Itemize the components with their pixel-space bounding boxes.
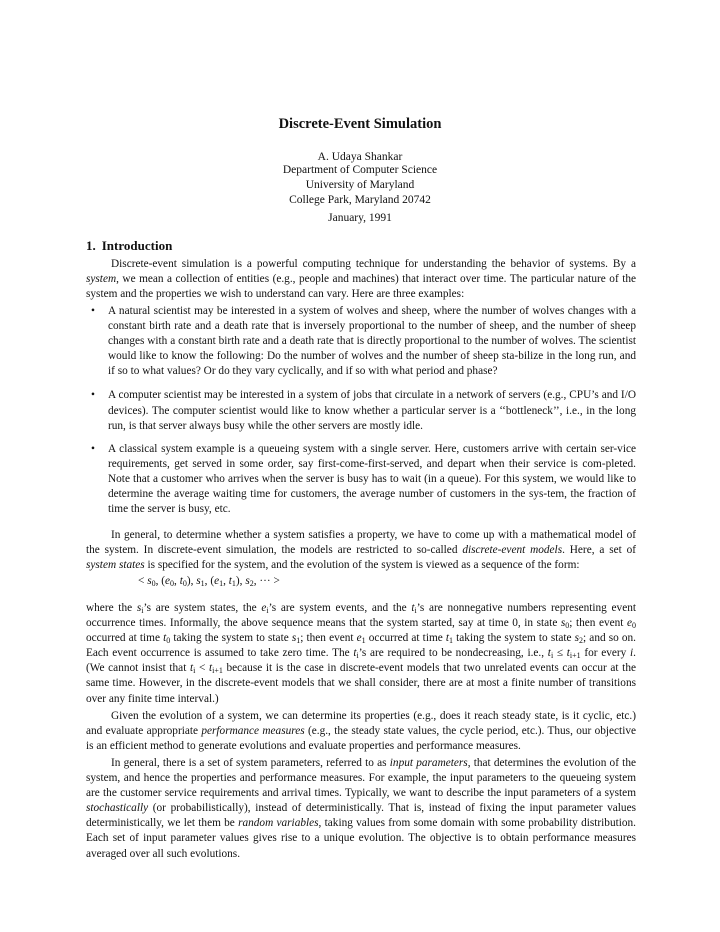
bullet-list [86,304,636,517]
affiliation-1: Department of Computer Science [282,164,438,176]
list-item: • A natural scientist may be interested in a system of wolves and sheep, where the number of wolves changes with a constant birth rate and a death rate that is inversely proportional to the number of sheep, and the number of sheep changes with a constant birth rate and a death rate that is directly proportional to the number of wolves. The scientist would like to know the following: Do the number of wolves and the number of sheep sta-bilize in the long run, and if so to what values? Or do they vary cyclically, and if so with what period and phase? [91,305,636,378]
paragraph-1: Discrete-event simulation is a powerful computing technique for understanding the behavior of systems. By a system, we mean a collection of entities (e.g., people and machines) that interact over time. The particular nature of the system and the properties we wish to understand can vary. Here are three examples: [86,258,636,301]
section-title: Introduction [101,238,173,253]
author: A. Udaya Shankar [317,151,403,163]
date: January, 1991 [328,212,392,224]
sequence-formula: < $s_0$, ($e_0$, $t_0$), $s_1$, ($e_1$, $t_1$), $s_2$, ··· > [138,575,280,588]
section-heading [86,238,172,254]
paragraph-4: Given the evolution of a system, we can determine its properties (e.g., does it reach steady state, is it cyclic, etc.) and evaluate appropriate performance measures (e.g., the steady state values, the cycle period, etc.). Thus, our objective is an efficient method to generate evolutions and evaluate properties and performance measures. [86,710,637,753]
bullet-icon: • [91,389,95,402]
bullet-icon: • [91,305,95,317]
list-item: • A classical system example is a queueing system with a single server. Here, customers arrive with certain ser-vice requirements, get served in some order, say first-come-first-served, and depart when their service is com-pleted. Note that a customer who arrives when the server is busy has to wait (in a queue). For this system, we would like to determine the average waiting time for customers, the average number of customers in the sys-tem, the fraction of time the server is busy, etc. [91,442,636,516]
paragraph-2: In general, to determine whether a system satisfies a property, we have to come up with a mathematical model of the system. In discrete-event simulation, the models are restricted to so-called discrete-event models. Here, a set of system states is specified for the system, and the evolution of the system is viewed as a sequence of the form: [86,529,637,572]
bullet-icon: • [91,442,95,455]
paragraph-3: where the $s_i’s$ are system states, the $e_i’s$ are system events, and the $t_i’s$ are nonnegative numbers representing event occurrence times. Informally, the above sequence means that the system started, say at time 0, in state $s_0$; then event $e_0$ occurred at time $t_0$ taking the system to state $s_1$; then event $e_1$ occurred at time $t_1$ taking the system to state $s_2$; and so on. Each event occurrence is assumed to take zero time. The $t_i’s$ are required to be nondecreasing, i.e., $t_i \le t_{i+1}$ for every i. (We cannot insist that $t_i < t_{i+1}$ because it is the case in discrete-event models that two unrelated events can occur at the same time. However, in the discrete-event models that we shall consider, there are at most a finite number of transitions over any finite time interval.) [86,602,637,705]
paper-title: Discrete-Event Simulation [278,116,442,132]
list-item: • A computer scientist may be interested in a system of jobs that circulate in a network of servers (e.g., CPU’s and I/O devices). The computer scientist would like to know whether a particular server is a ‘‘bottleneck’’, i.e., in the long run, is that server always busy while the other servers are mostly idle. [91,389,636,432]
affiliation-2: University of Maryland [305,179,415,191]
section-number: 1. [86,238,96,253]
paragraph-5: In general, there is a set of system parameters, referred to as input parameters, that determines the evolution of the system, and hence the properties and performance measures. For example, the input parameters to the queueing system are the customer service requirements and arrival times. Typically, we want to describe the input parameters of a system stochastically (or probabilistically), instead of deterministically. That is, instead of fixing the input parameter values deterministically, we let them be random variables, taking values from some domain with some probability distribution. Each set of input parameter values gives rise to a unique evolution. The objective is to obtain performance measures averaged over all such evolutions. [86,757,636,860]
affiliation-3: College Park, Maryland 20742 [289,194,431,206]
